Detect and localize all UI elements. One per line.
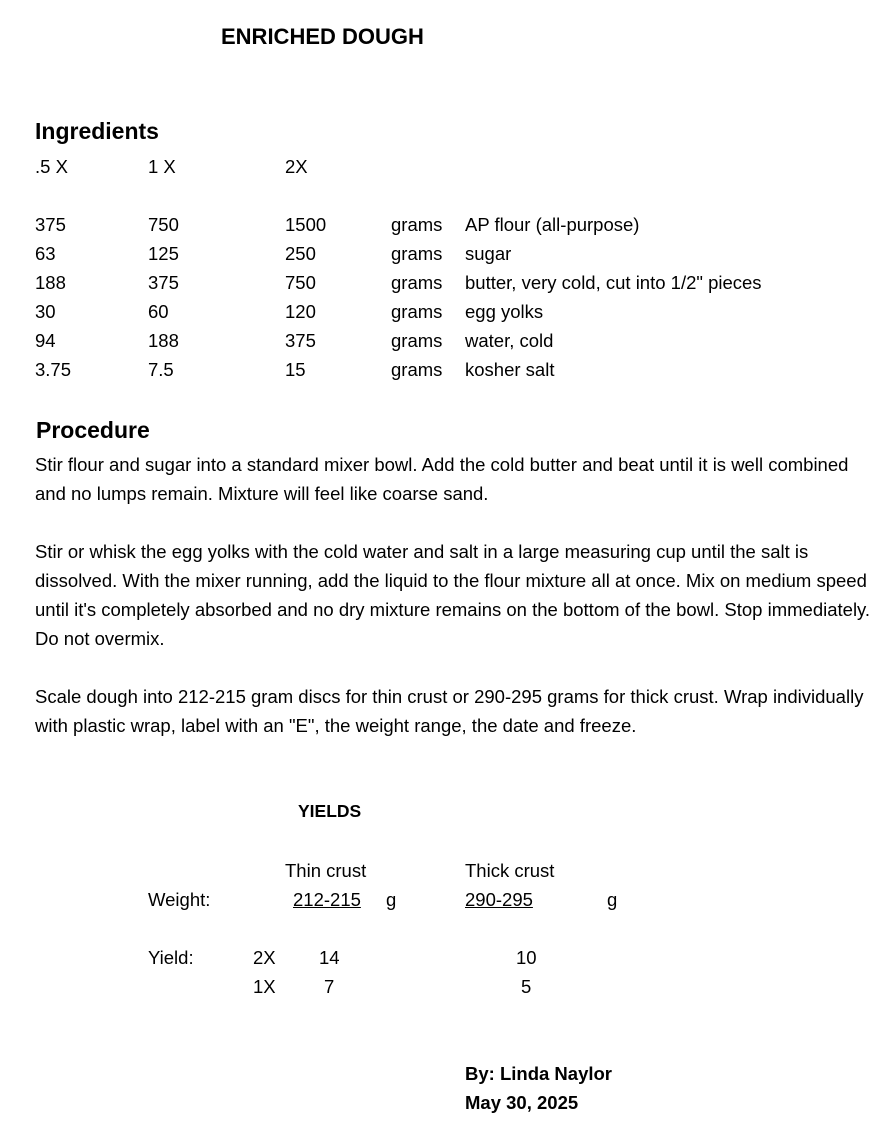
ingredient-two-qty: 375 — [285, 330, 316, 351]
ingredient-name: butter, very cold, cut into 1/2" pieces — [465, 272, 762, 293]
ingredient-name: sugar — [465, 243, 512, 264]
yield-scale: 1X — [253, 976, 276, 997]
scale-header-two: 2X — [285, 156, 308, 177]
thick-crust-label: Thick crust — [465, 860, 555, 881]
yield-thick-count: 10 — [516, 947, 537, 968]
ingredient-unit: grams — [391, 243, 443, 264]
yields-heading: YIELDS — [298, 801, 362, 821]
ingredient-one-qty: 125 — [148, 243, 179, 264]
yield-thin-count: 7 — [324, 976, 335, 997]
ingredient-unit: grams — [391, 272, 443, 293]
page-title: ENRICHED DOUGH — [221, 24, 424, 49]
ingredient-unit: grams — [391, 214, 443, 235]
scale-header-half: .5 X — [35, 156, 68, 177]
ingredients-heading: Ingredients — [35, 118, 159, 144]
author-signature: By: Linda Naylor — [465, 1063, 612, 1084]
ingredient-one-qty: 60 — [148, 301, 169, 322]
yield-label: Yield: — [148, 947, 194, 968]
weight-label: Weight: — [148, 889, 211, 910]
thin-weight-unit: g — [386, 889, 397, 910]
ingredient-unit: grams — [391, 330, 443, 351]
ingredient-one-qty: 7.5 — [148, 359, 174, 380]
procedure-heading: Procedure — [36, 417, 150, 443]
ingredient-two-qty: 1500 — [285, 214, 327, 235]
ingredient-half-qty: 63 — [35, 243, 56, 264]
scale-header-one: 1 X — [148, 156, 176, 177]
ingredient-half-qty: 188 — [35, 272, 66, 293]
procedure-step-2: Stir or whisk the egg yolks with the cold water and salt in a large measuring cup until the salt is dissolved. With the mixer running, add the liquid to the flour mixture all at once. Mix on medium speed until it's completely absorbed and no dry mixture remains on the bottom of the bowl. Stop immediately. Do not overmix. — [35, 541, 871, 649]
ingredient-half-qty: 375 — [35, 214, 66, 235]
ingredient-one-qty: 750 — [148, 214, 179, 235]
procedure-step-1: Stir flour and sugar into a standard mixer bowl. Add the cold butter and beat until it is well combined and no lumps remain. Mixture will feel like coarse sand. — [35, 454, 849, 504]
thick-weight-value: 290-295 — [465, 889, 533, 910]
ingredient-unit: grams — [391, 359, 443, 380]
ingredient-one-qty: 188 — [148, 330, 179, 351]
yield-thin-count: 14 — [319, 947, 340, 968]
yield-thick-count: 5 — [521, 976, 532, 997]
thick-weight-unit: g — [607, 889, 618, 910]
ingredient-two-qty: 250 — [285, 243, 316, 264]
ingredient-name: AP flour (all-purpose) — [465, 214, 640, 235]
ingredient-half-qty: 94 — [35, 330, 56, 351]
ingredient-name: kosher salt — [465, 359, 555, 380]
ingredient-one-qty: 375 — [148, 272, 179, 293]
ingredient-half-qty: 3.75 — [35, 359, 72, 380]
ingredient-name: egg yolks — [465, 301, 544, 322]
ingredient-two-qty: 120 — [285, 301, 316, 322]
document-date: May 30, 2025 — [465, 1092, 579, 1113]
yield-scale: 2X — [253, 947, 276, 968]
ingredient-unit: grams — [391, 301, 443, 322]
ingredient-half-qty: 30 — [35, 301, 56, 322]
ingredient-two-qty: 15 — [285, 359, 306, 380]
ingredient-name: water, cold — [465, 330, 554, 351]
ingredient-two-qty: 750 — [285, 272, 316, 293]
thin-crust-label: Thin crust — [285, 860, 367, 881]
procedure-step-3: Scale dough into 212-215 gram discs for thin crust or 290-295 grams for thick crust. Wrap individually with plastic wrap, label with an "E", the weight range, the date and freeze. — [35, 686, 864, 736]
thin-weight-value: 212-215 — [293, 889, 361, 910]
